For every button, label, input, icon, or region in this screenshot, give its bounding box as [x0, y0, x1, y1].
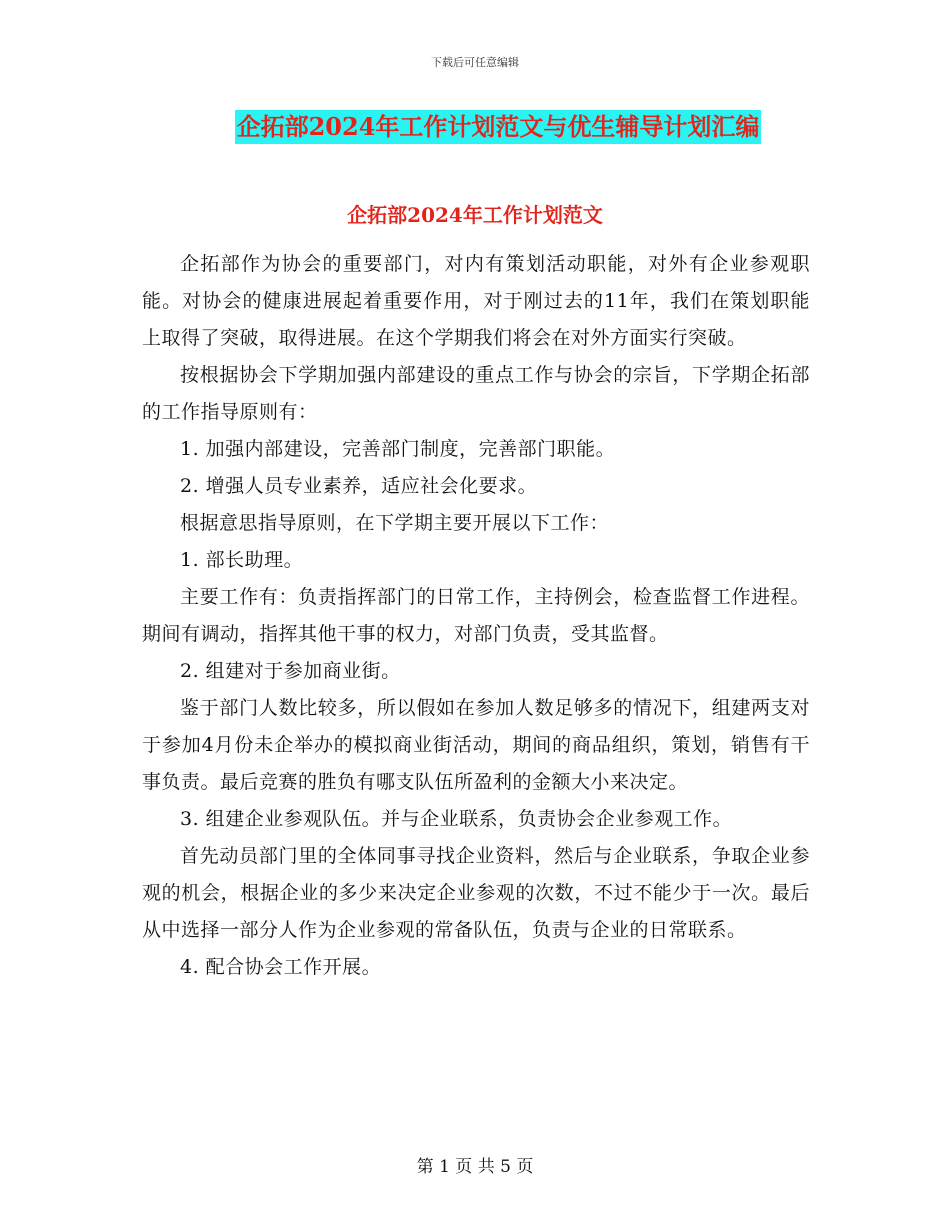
body-paragraph: 按根据协会下学期加强内部建设的重点工作与协会的宗旨，下学期企拓部的工作指导原则有：: [142, 364, 810, 423]
list-item: 2. 增强人员专业素养，适应社会化要求。: [180, 475, 538, 497]
list-item: 1. 加强内部建设，完善部门制度，完善部门职能。: [180, 438, 616, 460]
body-paragraph: 企拓部作为协会的重要部门，对内有策划活动职能，对外有企业参观职能。对协会的健康进展起着重要作用，对于刚过去的11年，我们在策划职能上取得了突破，取得进展。在这个学期我们将会在对外方面实行突破。: [142, 253, 810, 349]
list-item: 1. 部长助理。: [180, 549, 304, 571]
list-item: 4. 配合协会工作开展。: [180, 956, 382, 978]
main-title-container: [0, 110, 950, 144]
list-item: 2. 组建对于参加商业街。: [180, 660, 401, 682]
body-paragraph: 首先动员部门里的全体同事寻找企业资料，然后与企业联系，争取企业参观的机会，根据企业的多少来决定企业参观的次数，不过不能少于一次。最后从中选择一部分人作为企业参观的常备队伍，负责与企业的日常联系。: [142, 845, 810, 941]
list-item: 3. 组建企业参观队伍。并与企业联系，负责协会企业参观工作。: [180, 808, 733, 830]
page-number-footer: 第 1 页 共 5 页: [416, 1157, 534, 1177]
section-title: 企拓部2024年工作计划范文: [347, 203, 603, 227]
body-paragraph: 鉴于部门人数比较多，所以假如在参加人数足够多的情况下，组建两支对于参加4月份未企举办的模拟商业街活动，期间的商品组织，策划，销售有干事负责。最后竞赛的胜负有哪支队伍所盈利的金额大小来决定。: [142, 697, 810, 793]
document-body: [142, 246, 810, 986]
header-note: 下载后可任意编辑: [431, 56, 519, 69]
document-main-title: 企拓部2024年工作计划范文与优生辅导计划汇编: [235, 110, 762, 144]
body-paragraph: 主要工作有：负责指挥部门的日常工作，主持例会，检查监督工作进程。期间有调动，指挥其他干事的权力，对部门负责，受其监督。: [142, 586, 810, 645]
body-paragraph: 根据意思指导原则，在下学期主要开展以下工作：: [180, 512, 610, 534]
